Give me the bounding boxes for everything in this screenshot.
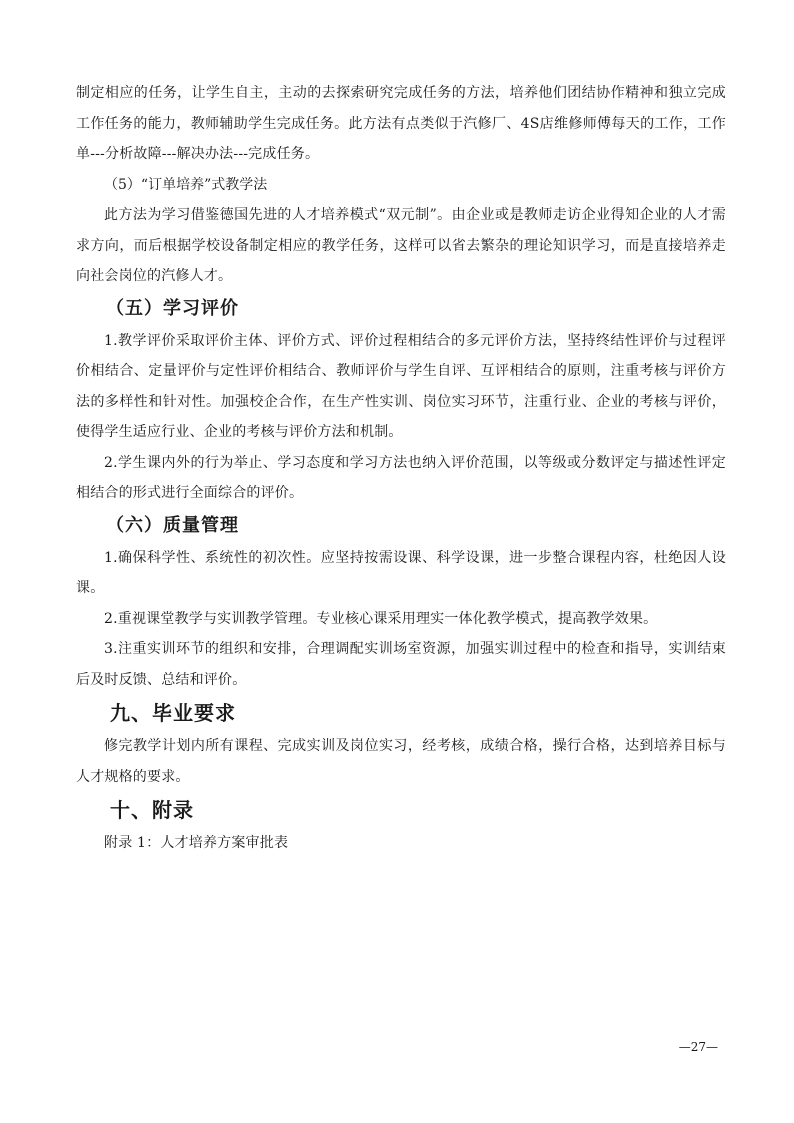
quality-item-3: 3.注重实训环节的组织和安排，合理调配实训场室资源，加强实训过程中的检查和指导，实训结束后及时反馈、总结和评价。 (76, 641, 726, 688)
evaluation-item-1: 1.教学评价采取评价主体、评价方式、评价过程相结合的多元评价方法，坚持终结性评价与过程评价相结合、定量评价与定性评价相结合、教师评价与学生自评、互评相结合的原则，注重考核与评价方法的多样性和针对性。加强校企合作，在生产性实训、岗位实习环节，注重行业、企业的考核与评价，使得学生适应行业、企业的考核与评价方法和机制。 (76, 332, 726, 440)
quality-item-2: 2.重视课堂教学与实训教学管理。专业核心课采用理实一体化教学模式，提高教学效果。 (104, 610, 658, 627)
chapter9-heading: 九、毕业要求 (110, 701, 236, 725)
method5-heading: （5）“订单培养”式教学法 (104, 176, 268, 193)
method5-paragraph: 此方法为学习借鉴德国先进的人才培养模式“双元制”。由企业或是教师走访企业得知企业的人才需求方向，而后根据学校设备制定相应的教学任务，这样可以省去繁杂的理论知识学习，而是直接培养走向社会岗位的汽修人才。 (76, 207, 726, 284)
page-number: —27— (678, 1040, 718, 1054)
appendix-item-1: 附录 1：人才培养方案审批表 (104, 835, 289, 851)
evaluation-item-2: 2.学生课内外的行为举止、学习态度和学习方法也纳入评价范围，以等级或分数评定与描述性评定相结合的形式进行全面综合的评价。 (76, 454, 726, 501)
continuation-paragraph: 制定相应的任务，让学生自主，主动的去探索研究完成任务的方法，培养他们团结协作精神和独立完成工作任务的能力，教师辅助学生完成任务。此方法有点类似于汽修厂、4S店维修师傅每天的工作，工作单---分析故障---解决办法---完成任务。 (76, 85, 726, 162)
section5-heading: （五）学习评价 (106, 297, 239, 319)
chapter10-heading: 十、附录 (110, 798, 194, 822)
section6-heading: （六）质量管理 (106, 514, 239, 536)
graduation-paragraph: 修完教学计划内所有课程、完成实训及岗位实习，经考核，成绩合格，操行合格，达到培养目标与人才规格的要求。 (76, 738, 726, 785)
document-body (76, 78, 726, 859)
quality-item-1: 1.确保科学性、系统性的初次性。应坚持按需设课、科学设课，进一步整合课程内容，杜绝因人设课。 (76, 549, 726, 596)
